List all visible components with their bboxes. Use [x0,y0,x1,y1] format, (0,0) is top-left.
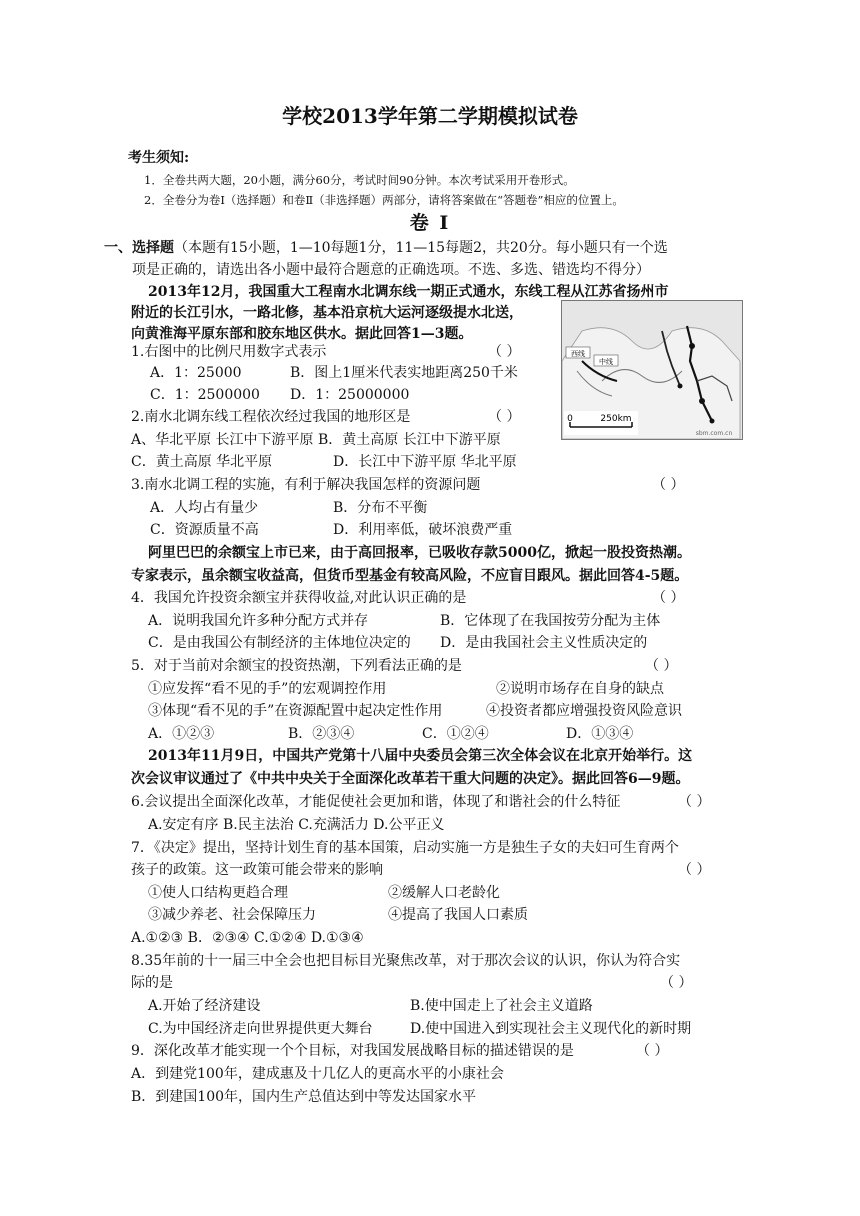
q6-stem: 6.会议提出全面深化改革，才能促使社会更加和谐，体现了和谐社会的什么特征 [131,794,621,810]
map-scale-label: 250km [600,414,632,424]
q3-option-c: C．资源质量不高 [150,522,259,538]
q4-option-a: A．说明我国允许多种分配方式并存 [148,613,369,629]
route-map [561,300,743,440]
q1-stem: 1.右图中的比例尺用数字式表示 [131,344,327,360]
q8-option-d: D.使中国进入到实现社会主义现代化的新时期 [410,1021,692,1037]
q1-answer-paren: （ ） [488,344,521,360]
q2-answer-paren: （ ） [488,409,521,425]
q4-option-d: D．是由我国社会主义性质决定的 [440,635,648,651]
q9-stem: 9．深化改革才能实现一个个目标，对我国发展战略目标的描述错误的是 [131,1043,574,1059]
q2-option-d: D．长江中下游平原 华北平原 [333,454,517,470]
volume-heading: 卷 Ⅰ [409,212,451,234]
q3-answer-paren: （ ） [652,477,685,493]
q3-stem: 3.南水北调工程的实施，有利于解决我国怎样的资源问题 [131,477,481,493]
q7-statement-2: ②缓解人口老龄化 [388,885,500,901]
q8-stem-2: 际的是 [131,975,173,991]
q8-option-b: B.使中国走上了社会主义道路 [410,998,593,1014]
q7-statement-4: ④提高了我国人口素质 [388,907,528,923]
notice-item-2: 2．全卷分为卷Ⅰ（选择题）和卷Ⅱ（非选择题）两部分，请将答案做在“答题卷”相应的位置上。 [144,193,624,207]
q5-answer-paren: （ ） [645,658,678,674]
q8-option-a: A.开始了经济建设 [148,998,261,1014]
section-heading [104,238,668,258]
q6-options: A.安定有序 B.民主法治 C.充满活力 D.公平正义 [148,817,445,833]
q9-answer-paren: （ ） [636,1043,669,1059]
passage2-line-2: 专家表示，虽余额宝收益高，但货币型基金有较高风险，不应盲目跟风。据此回答4-5题。 [131,568,689,584]
section-label: 一、选择题 [104,240,174,256]
passage3-line-1: 2013年11月9日，中国共产党第十八届中央委员会第三次全体会议在北京开始举行。这 [148,748,693,764]
map-label-west: 西线 [571,350,585,358]
q5-option-c: C．①②④ [422,726,489,742]
q4-stem: 4．我国允许投资余额宝并获得收益,对此认识正确的是 [131,590,467,606]
q5-statement-2: ②说明市场存在自身的缺点 [496,681,664,697]
q1-option-b: B．图上1厘米代表实地距离250千米 [290,365,518,381]
q9-option-b: B．到建国100年，国内生产总值达到中等发达国家水平 [131,1089,477,1105]
q3-option-d: D．利用率低，破坏浪费严重 [333,522,513,538]
q1-option-a: A．1：25000 [150,365,242,381]
q5-statement-1: ①应发挥“看不见的手”的宏观调控作用 [148,681,387,697]
q3-option-b: B．分布不平衡 [333,500,428,516]
q1-option-c: C．1：2500000 [150,387,260,403]
passage2-line-1: 阿里巴巴的余额宝上市已来，由于高回报率，已吸收存款5000亿，掀起一股投资热潮。 [148,545,691,561]
q7-stem-2: 孩子的政策。这一政策可能会带来的影响 [131,862,383,878]
q9-option-a: A．到建党100年，建成惠及十几亿人的更高水平的小康社会 [131,1066,504,1082]
q5-statement-3: ③体现“看不见的手”在资源配置中起决定性作用 [148,703,443,719]
q8-option-c: C.为中国经济走向世界提供更大舞台 [148,1021,373,1037]
route-map-drawing [562,301,742,439]
q1-option-d: D．1：25000000 [290,387,410,403]
q4-answer-paren: （ ） [652,590,685,606]
q5-statement-4: ④投资者都应增强投资风险意识 [486,703,682,719]
q8-stem-1: 8.35年前的十一届三中全会也把目标目光聚焦改革，对于那次会议的认识，你认为符合实 [131,953,681,969]
passage1-line-1: 2013年12月，我国重大工程南水北调东线一期正式通水，东线工程从江苏省扬州市 [148,284,669,300]
q3-option-a: A．人均占有量少 [150,500,259,516]
q5-option-d: D．①③④ [566,726,634,742]
q7-statement-3: ③减少养老、社会保障压力 [148,907,316,923]
q2-option-c: C．黄土高原 华北平原 [131,454,273,470]
q7-statement-1: ①使人口结构更趋合理 [148,885,288,901]
notice-item-1: 1．全卷共两大题，20小题，满分60分，考试时间90分钟。本次考试采用开卷形式。 [144,173,575,187]
q4-option-b: B．它体现了在我国按劳分配为主体 [440,613,661,629]
map-watermark: sbm.com.cn [695,430,733,437]
q6-answer-paren: （ ） [678,794,711,810]
q4-option-c: C．是由我国公有制经济的主体地位决定的 [148,635,411,651]
q2-option-ab: A、华北平原 长江中下游平原 B．黄土高原 长江中下游平原 [131,432,501,448]
section-desc-2: 项是正确的，请选出各小题中最符合题意的正确选项。不选、多选、错选均不得分） [132,262,650,278]
page-title: 学校2013学年第二学期模拟试卷 [282,104,578,128]
q2-stem: 2.南水北调东线工程依次经过我国的地形区是 [131,409,411,425]
section-desc-1: （本题有15小题，1—10每题1分，11—15每题2，共20分。每小题只有一个选 [174,240,668,256]
passage1-line-3: 向黄淮海平原东部和胶东地区供水。据此回答1—3题。 [131,326,473,342]
q7-stem-1: 7．《决定》提出，坚持计划生育的基本国策，启动实施一方是独生子女的夫妇可生育两个 [131,840,679,856]
passage1-line-2: 附近的长江引水，一路北修，基本沿京杭大运河逐级提水北送， [131,305,523,321]
q7-answer-paren: （ ） [678,862,711,878]
q7-options: A.①②③ B．②③④ C.①②④ D.①③④ [131,930,364,946]
q5-stem: 5．对于当前对余额宝的投资热潮，下列看法正确的是 [131,658,462,674]
q5-option-b: B．②③④ [288,726,355,742]
passage3-line-2: 次会议审议通过了《中共中央关于全面深化改革若干重大问题的决定》。据此回答6—9题。 [131,771,690,787]
map-label-middle: 中线 [599,358,613,366]
q8-answer-paren: （ ） [660,975,693,991]
q5-option-a: A．①②③ [148,726,215,742]
notice-heading: 考生须知: [128,150,190,166]
map-scale-zero: 0 [567,414,573,424]
